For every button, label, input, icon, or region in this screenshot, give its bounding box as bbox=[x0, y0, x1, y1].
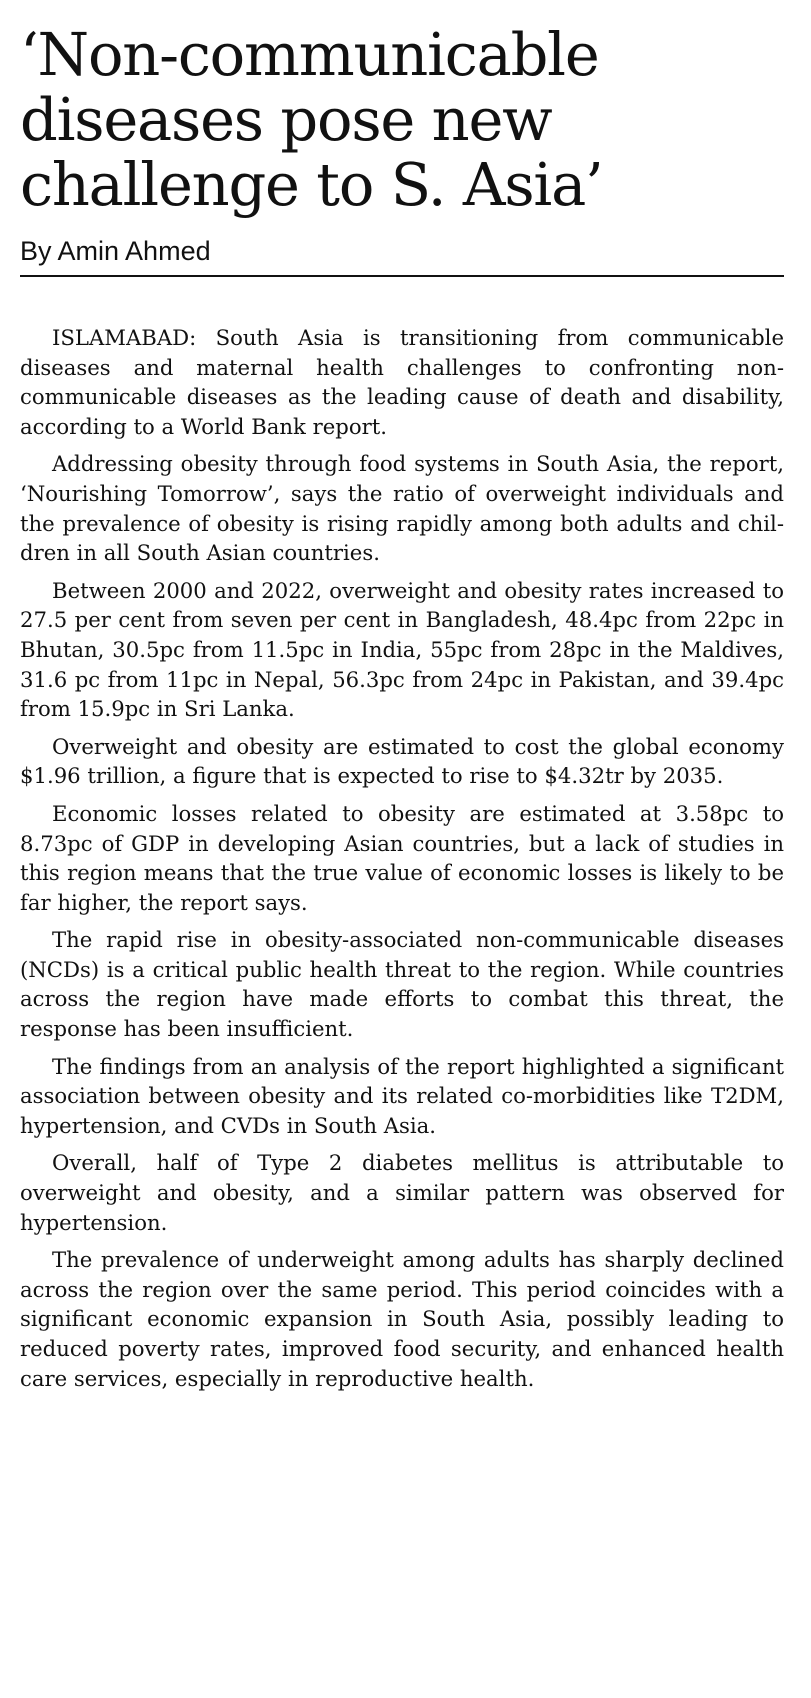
news-article bbox=[20, 22, 784, 1401]
paragraph-3: Between 2000 and 2022, overweight and obesity rates increased to 27.5 per cent from seven per cent in Bangladesh, 48.4pc from 22pc in Bhutan, 30.5pc from 11.5pc in India, 55pc from 28pc in the Maldives, 31.6 pc from 11pc in Nepal, 56.3pc from 24pc in Pakistan, and 39.4pc from 15.9pc in Sri Lanka. bbox=[20, 577, 784, 722]
article-body bbox=[20, 323, 784, 1393]
paragraph-8: Overall, half of Type 2 diabetes mellitus is attributable to overweight and obesity, and a similar pattern was observed for hypertension. bbox=[20, 1150, 784, 1235]
paragraph-5: Economic losses related to obesity are estimated at 3.58pc to 8.73pc of GDP in developing Asian countries, but a lack of studies in this region means that the true value of economic losses is likely to be far higher, the report says. bbox=[20, 800, 784, 915]
paragraph-1: ISLAMABAD: South Asia is transitioning from communicable diseases and maternal health challenges to confronting non-communicable diseases as the leading cause of death and disability, according to a World Bank report. bbox=[20, 325, 784, 439]
paragraph-4: Overweight and obesity are estimated to cost the global economy $1.96 trillion, a figure that is expected to rise to $4.32tr by 2035. bbox=[20, 733, 784, 789]
paragraph-2: Addressing obesity through food systems in South Asia, the report, ‘Nourishing Tomorrow’, says the ratio of overweight individuals and the prevalence of obesity is rising rapidly among both adults and children in all South Asian countries. bbox=[20, 451, 784, 566]
paragraph-7: The findings from an analysis of the report highlighted a significant association between obesity and its related co-morbidities like T2DM, hypertension, and CVDs in South Asia. bbox=[20, 1053, 784, 1138]
byline: By Amin Ahmed bbox=[20, 235, 784, 277]
headline: ‘Non-communicable diseases pose new challenge to S. Asia’ bbox=[20, 20, 603, 219]
paragraph-9: The prevalence of underweight among adults has sharply declined across the region over the same period. This period coincides with a significant economic expansion in South Asia, possibly leading to reduced poverty rates, improved food security, and enhanced health care services, especially in reproductive health. bbox=[20, 1247, 784, 1391]
paragraph-6: The rapid rise in obesity-associated non-communicable diseases (NCDs) is a critical public health threat to the region. While countries across the region have made efforts to combat this threat, the response has been insufficient. bbox=[20, 927, 784, 1042]
